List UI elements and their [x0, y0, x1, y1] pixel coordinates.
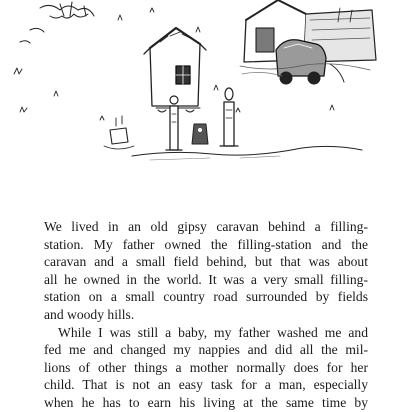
text-line: caravan and a small field behind, but that was about: [44, 254, 368, 270]
story-text: [44, 218, 368, 412]
text-line: station on a small country road surrounded by fields: [44, 289, 368, 305]
text-line: While I was still a baby, my father washed me and: [58, 324, 368, 340]
text-line: when he has to earn his living at the same time by: [44, 394, 368, 410]
text-line: and woody hills.: [44, 306, 135, 322]
pump-right: [220, 88, 238, 146]
text-line: child. That is not an easy task for a man, especially: [44, 377, 368, 393]
text-line: We lived in an old gipsy caravan behind a filling-: [44, 219, 368, 234]
text-line: fed me and changed my nappies and did all the mil-: [44, 342, 368, 358]
paragraph-2: [44, 324, 368, 412]
filling-station-sketch: [240, 0, 376, 84]
paragraph-1: [44, 218, 368, 324]
text-line: all he owned in the world. It was a very small filling-: [44, 271, 368, 287]
foliage-sketch: [20, 2, 94, 43]
text-line: lions of other things a mother normally does for her: [44, 359, 368, 375]
box-sketch: [104, 116, 134, 149]
text-line: station. My father owned the filling-station and the: [44, 236, 368, 252]
